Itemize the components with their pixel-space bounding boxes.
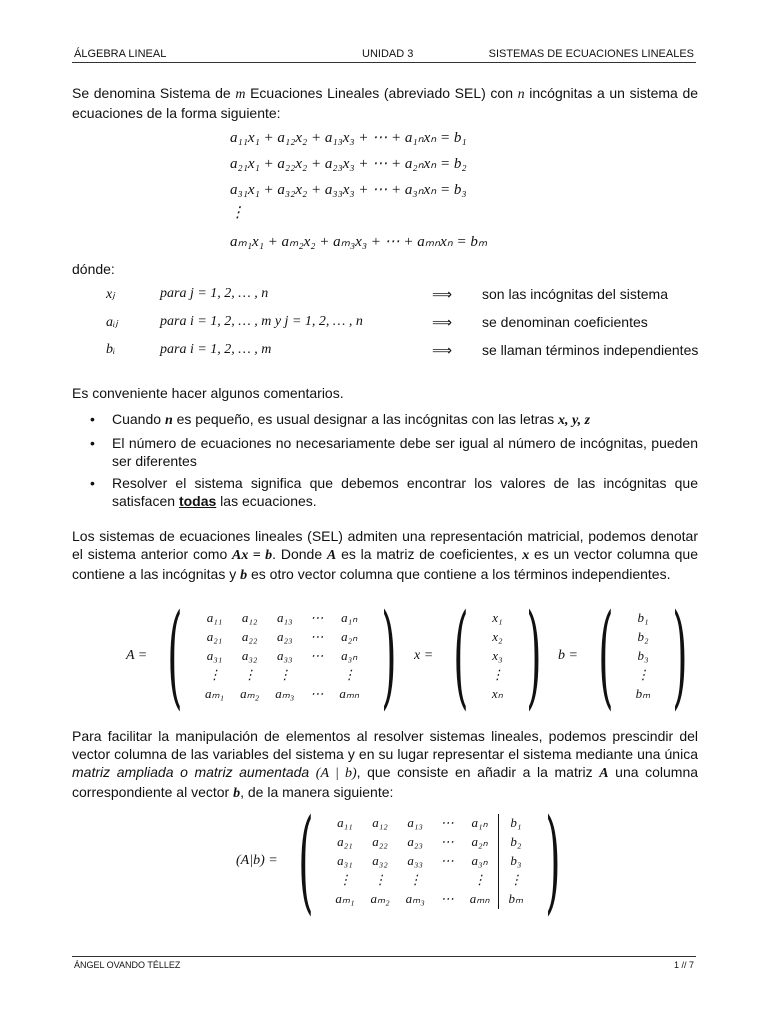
matrix-cell: aₘ₂ bbox=[240, 686, 260, 701]
page-header bbox=[72, 46, 696, 63]
matrix-cell: x₂ bbox=[492, 629, 503, 644]
matrix-cell: ⋯ bbox=[440, 853, 454, 868]
symbol-b: b bbox=[240, 568, 248, 583]
matrix-cell: ⋯ bbox=[310, 686, 324, 701]
right-paren: ) bbox=[381, 591, 397, 721]
matrix-cell: aₘ₃ bbox=[275, 686, 295, 701]
symbol-ab: (A | b) bbox=[315, 766, 357, 781]
bullet-text: Resolver el sistema significa que debemos encontrar los valores de las incógnitas que satisfacen bbox=[112, 475, 698, 509]
vector-b bbox=[558, 591, 702, 721]
matrix-cell: aₘₙ bbox=[339, 686, 360, 701]
para-text: es otro vector columna que contiene a los términos independientes. bbox=[251, 566, 671, 582]
equation-row-m: aₘ₁x₁ + aₘ₂x₂ + aₘ₃x₃ + ⋯ + aₘₙxₙ = bₘ bbox=[230, 234, 488, 250]
matrix-cell: a₁ₙ bbox=[471, 815, 488, 830]
matrix-cell: aₘ₂ bbox=[370, 891, 390, 906]
matrix-cell: a₂₁ bbox=[337, 834, 353, 849]
matrix-augmented-table bbox=[327, 814, 531, 909]
bullet-emphasis: todas bbox=[178, 493, 217, 509]
matrix-cell: ⋮ bbox=[342, 667, 356, 682]
matrix-cell: a₃ₙ bbox=[341, 648, 358, 663]
matrix-cell: ⋮ bbox=[243, 667, 257, 682]
matrix-cell: a₁₂ bbox=[241, 610, 258, 625]
list-item bbox=[72, 434, 698, 470]
matrix-a-table bbox=[197, 609, 367, 704]
implies-arrow: ⟹ bbox=[432, 286, 453, 302]
def-symbol: aᵢⱼ bbox=[106, 315, 118, 330]
right-paren: ) bbox=[545, 796, 561, 926]
def-description: son las incógnitas del sistema bbox=[482, 286, 668, 302]
matrix-cell bbox=[433, 871, 462, 890]
def-range: para i = 1, 2, … , m bbox=[160, 342, 272, 357]
symbol-x: x bbox=[522, 548, 530, 563]
matrix-cell: a₁₃ bbox=[276, 610, 293, 625]
matrix-cell: aₘ₃ bbox=[405, 891, 425, 906]
bullet-text: El número de ecuaciones no necesariamente debe ser igual al número de incógnitas, pueden ser diferentes bbox=[112, 435, 698, 469]
matrix-cell: a₃₂ bbox=[372, 853, 388, 868]
matrix-cell: a₁ₙ bbox=[341, 610, 358, 625]
matrix-cell: ⋮ bbox=[208, 667, 222, 682]
list-item bbox=[72, 410, 698, 430]
footer-page-number: 1 // 7 bbox=[673, 960, 694, 970]
matrix-representation-paragraph bbox=[72, 527, 698, 585]
matrix-cell: a₂ₙ bbox=[471, 834, 488, 849]
def-symbol: bᵢ bbox=[106, 342, 116, 357]
matrix-cell: b₃ bbox=[498, 852, 531, 871]
matrix-cell: xₙ bbox=[491, 686, 503, 701]
comments-intro: Es conveniente hacer algunos comentarios. bbox=[72, 385, 344, 401]
intro-n: n bbox=[517, 87, 525, 102]
matrix-cell: a₃₃ bbox=[407, 853, 423, 868]
bullet-xyz: x, y, z bbox=[557, 413, 591, 428]
bullet-n: n bbox=[164, 413, 173, 428]
para-emphasis: matriz ampliada o matriz aumentada bbox=[72, 764, 310, 780]
def-description: se llaman términos independientes bbox=[482, 342, 699, 358]
vector-x-table bbox=[483, 609, 512, 704]
list-item bbox=[72, 474, 698, 510]
para-text: una columna correspondiente al vector bbox=[72, 764, 699, 800]
matrix-augmented-label: (A|b) = bbox=[236, 853, 278, 868]
def-range: para i = 1, 2, … , m y j = 1, 2, … , n bbox=[160, 314, 363, 329]
matrix-cell: a₂₂ bbox=[372, 834, 388, 849]
matrix-cell: a₂₂ bbox=[241, 629, 258, 644]
matrix-cell: b₂ bbox=[637, 629, 649, 644]
left-paren: ( bbox=[453, 591, 469, 721]
matrix-cell: ⋯ bbox=[310, 648, 324, 663]
matrix-cell: a₃₁ bbox=[337, 853, 353, 868]
matrix-cell: ⋯ bbox=[440, 834, 454, 849]
implies-arrow: ⟹ bbox=[432, 342, 453, 358]
equation-row-1: a₁₁x₁ + a₁₂x₂ + a₁₃x₃ + ⋯ + a₁ₙxₙ = b₁ bbox=[230, 130, 467, 146]
matrix-cell: a₃₁ bbox=[206, 648, 223, 663]
equation-vdots: ⋮ bbox=[230, 205, 245, 221]
symbol-a: A bbox=[599, 766, 609, 781]
intro-text-1: Se denomina Sistema de bbox=[72, 85, 231, 101]
intro-paragraph bbox=[72, 84, 698, 122]
matrix-cell bbox=[302, 666, 331, 685]
matrix-cell: a₁₂ bbox=[372, 815, 388, 830]
matrix-cell: a₃ₙ bbox=[471, 853, 488, 868]
def-range: para j = 1, 2, … , n bbox=[160, 286, 269, 301]
bullet-text: las ecuaciones. bbox=[220, 493, 317, 509]
matrix-cell: x₃ bbox=[492, 648, 503, 663]
equation-axb: Ax = b bbox=[232, 548, 273, 563]
matrix-cell: bₘ bbox=[635, 686, 651, 701]
para-text: Los sistemas de ecuaciones lineales (SEL) admiten una representación matricial, podemos denotar el sistema anterior como bbox=[72, 528, 698, 562]
comments-list bbox=[72, 410, 698, 514]
definition-row bbox=[72, 342, 698, 362]
matrix-cell: b₃ bbox=[637, 648, 649, 663]
matrix-cell: b₁ bbox=[637, 610, 649, 625]
matrix-cell: aₘ₁ bbox=[335, 891, 355, 906]
matrix-cell: ⋮ bbox=[373, 872, 387, 887]
matrix-cell: a₂₃ bbox=[276, 629, 293, 644]
para-text: es la matriz de coeficientes, bbox=[341, 546, 518, 562]
matrix-cell: ⋯ bbox=[440, 815, 454, 830]
matrix-cell: ⋯ bbox=[310, 629, 324, 644]
matrix-cell: a₂ₙ bbox=[341, 629, 358, 644]
matrix-cell: ⋮ bbox=[473, 872, 487, 887]
implies-arrow: ⟹ bbox=[432, 314, 453, 330]
para-text: . Donde bbox=[272, 546, 323, 562]
vector-b-table bbox=[628, 609, 659, 704]
matrix-cell: ⋮ bbox=[498, 871, 531, 890]
matrix-cell: aₘ₁ bbox=[204, 686, 225, 701]
symbol-b: b bbox=[233, 786, 241, 801]
header-left: ÁLGEBRA LINEAL bbox=[74, 48, 167, 60]
vector-x bbox=[414, 591, 556, 721]
def-description: se denominan coeficientes bbox=[482, 314, 648, 330]
footer-author: ÁNGEL OVANDO TÉLLEZ bbox=[74, 960, 181, 970]
matrix-cell: a₁₃ bbox=[407, 815, 423, 830]
matrix-cell: x₁ bbox=[492, 610, 503, 625]
matrix-cell: a₃₃ bbox=[276, 648, 293, 663]
matrix-cell: a₁₁ bbox=[337, 815, 353, 830]
left-paren: ( bbox=[167, 591, 183, 721]
bullet-text: Cuando bbox=[112, 411, 162, 427]
matrix-a-label: A = bbox=[126, 648, 148, 663]
matrix-cell: bₘ bbox=[498, 890, 531, 909]
header-center: UNIDAD 3 bbox=[362, 48, 414, 60]
vector-b-body bbox=[628, 609, 659, 704]
matrix-cell: a₁₁ bbox=[206, 610, 223, 625]
page-footer bbox=[72, 956, 696, 973]
intro-m: m bbox=[235, 87, 246, 102]
para-text: es un vector columna que contiene a las incógnitas y bbox=[72, 546, 698, 582]
matrix-augmented-body bbox=[327, 814, 531, 909]
right-paren: ) bbox=[526, 591, 542, 721]
left-paren: ( bbox=[297, 796, 314, 926]
matrix-cell: ⋮ bbox=[490, 667, 504, 682]
para-text: , que consiste en añadir a la matriz bbox=[356, 764, 593, 780]
matrix-cell: a₂₁ bbox=[206, 629, 223, 644]
intro-text-3: incógnitas a un sistema de ecuaciones de la forma siguiente: bbox=[72, 85, 699, 121]
matrix-cell: b₂ bbox=[498, 833, 531, 852]
left-paren: ( bbox=[598, 591, 614, 721]
matrix-cell: a₃₂ bbox=[241, 648, 258, 663]
matrix-cell: a₂₃ bbox=[407, 834, 423, 849]
definition-row bbox=[72, 286, 698, 306]
matrix-a-body bbox=[197, 609, 367, 704]
intro-text-2: Ecuaciones Lineales (abreviado SEL) con bbox=[250, 85, 513, 101]
vector-x-label: x = bbox=[414, 648, 434, 663]
para-text: Para facilitar la manipulación de elementos al resolver sistemas lineales, podemos prescindir del vector columna de las variables del sistema y en su lugar representar el sistema mediante una única bbox=[72, 728, 698, 762]
para-text: , de la manera siguiente: bbox=[240, 784, 394, 800]
equation-row-2: a₂₁x₁ + a₂₂x₂ + a₂₃x₃ + ⋯ + a₂ₙxₙ = b₂ bbox=[230, 156, 467, 172]
matrix-cell: ⋮ bbox=[338, 872, 352, 887]
matrix-cell: ⋯ bbox=[310, 610, 324, 625]
matrix-augmented bbox=[236, 796, 575, 926]
matrix-cell: ⋮ bbox=[408, 872, 422, 887]
vector-b-label: b = bbox=[558, 648, 578, 663]
matrix-cell: b₁ bbox=[498, 814, 531, 833]
donde-label: dónde: bbox=[72, 261, 115, 277]
bullet-text: es pequeño, es usual designar a las incógnitas con las letras bbox=[176, 411, 555, 427]
augmented-matrix-paragraph bbox=[72, 727, 698, 803]
matrix-cell: aₘₙ bbox=[469, 891, 490, 906]
symbol-a: A bbox=[326, 548, 337, 563]
right-paren: ) bbox=[672, 591, 688, 721]
matrix-cell: ⋯ bbox=[440, 891, 454, 906]
header-right: SISTEMAS DE ECUACIONES LINEALES bbox=[488, 48, 694, 60]
matrix-a bbox=[126, 591, 411, 721]
def-symbol: xⱼ bbox=[106, 287, 115, 302]
vector-x-body bbox=[483, 609, 512, 704]
definition-row bbox=[72, 314, 698, 334]
matrix-cell: ⋮ bbox=[636, 667, 650, 682]
equation-row-3: a₃₁x₁ + a₃₂x₂ + a₃₃x₃ + ⋯ + a₃ₙxₙ = b₃ bbox=[230, 182, 467, 198]
matrix-cell: ⋮ bbox=[278, 667, 292, 682]
